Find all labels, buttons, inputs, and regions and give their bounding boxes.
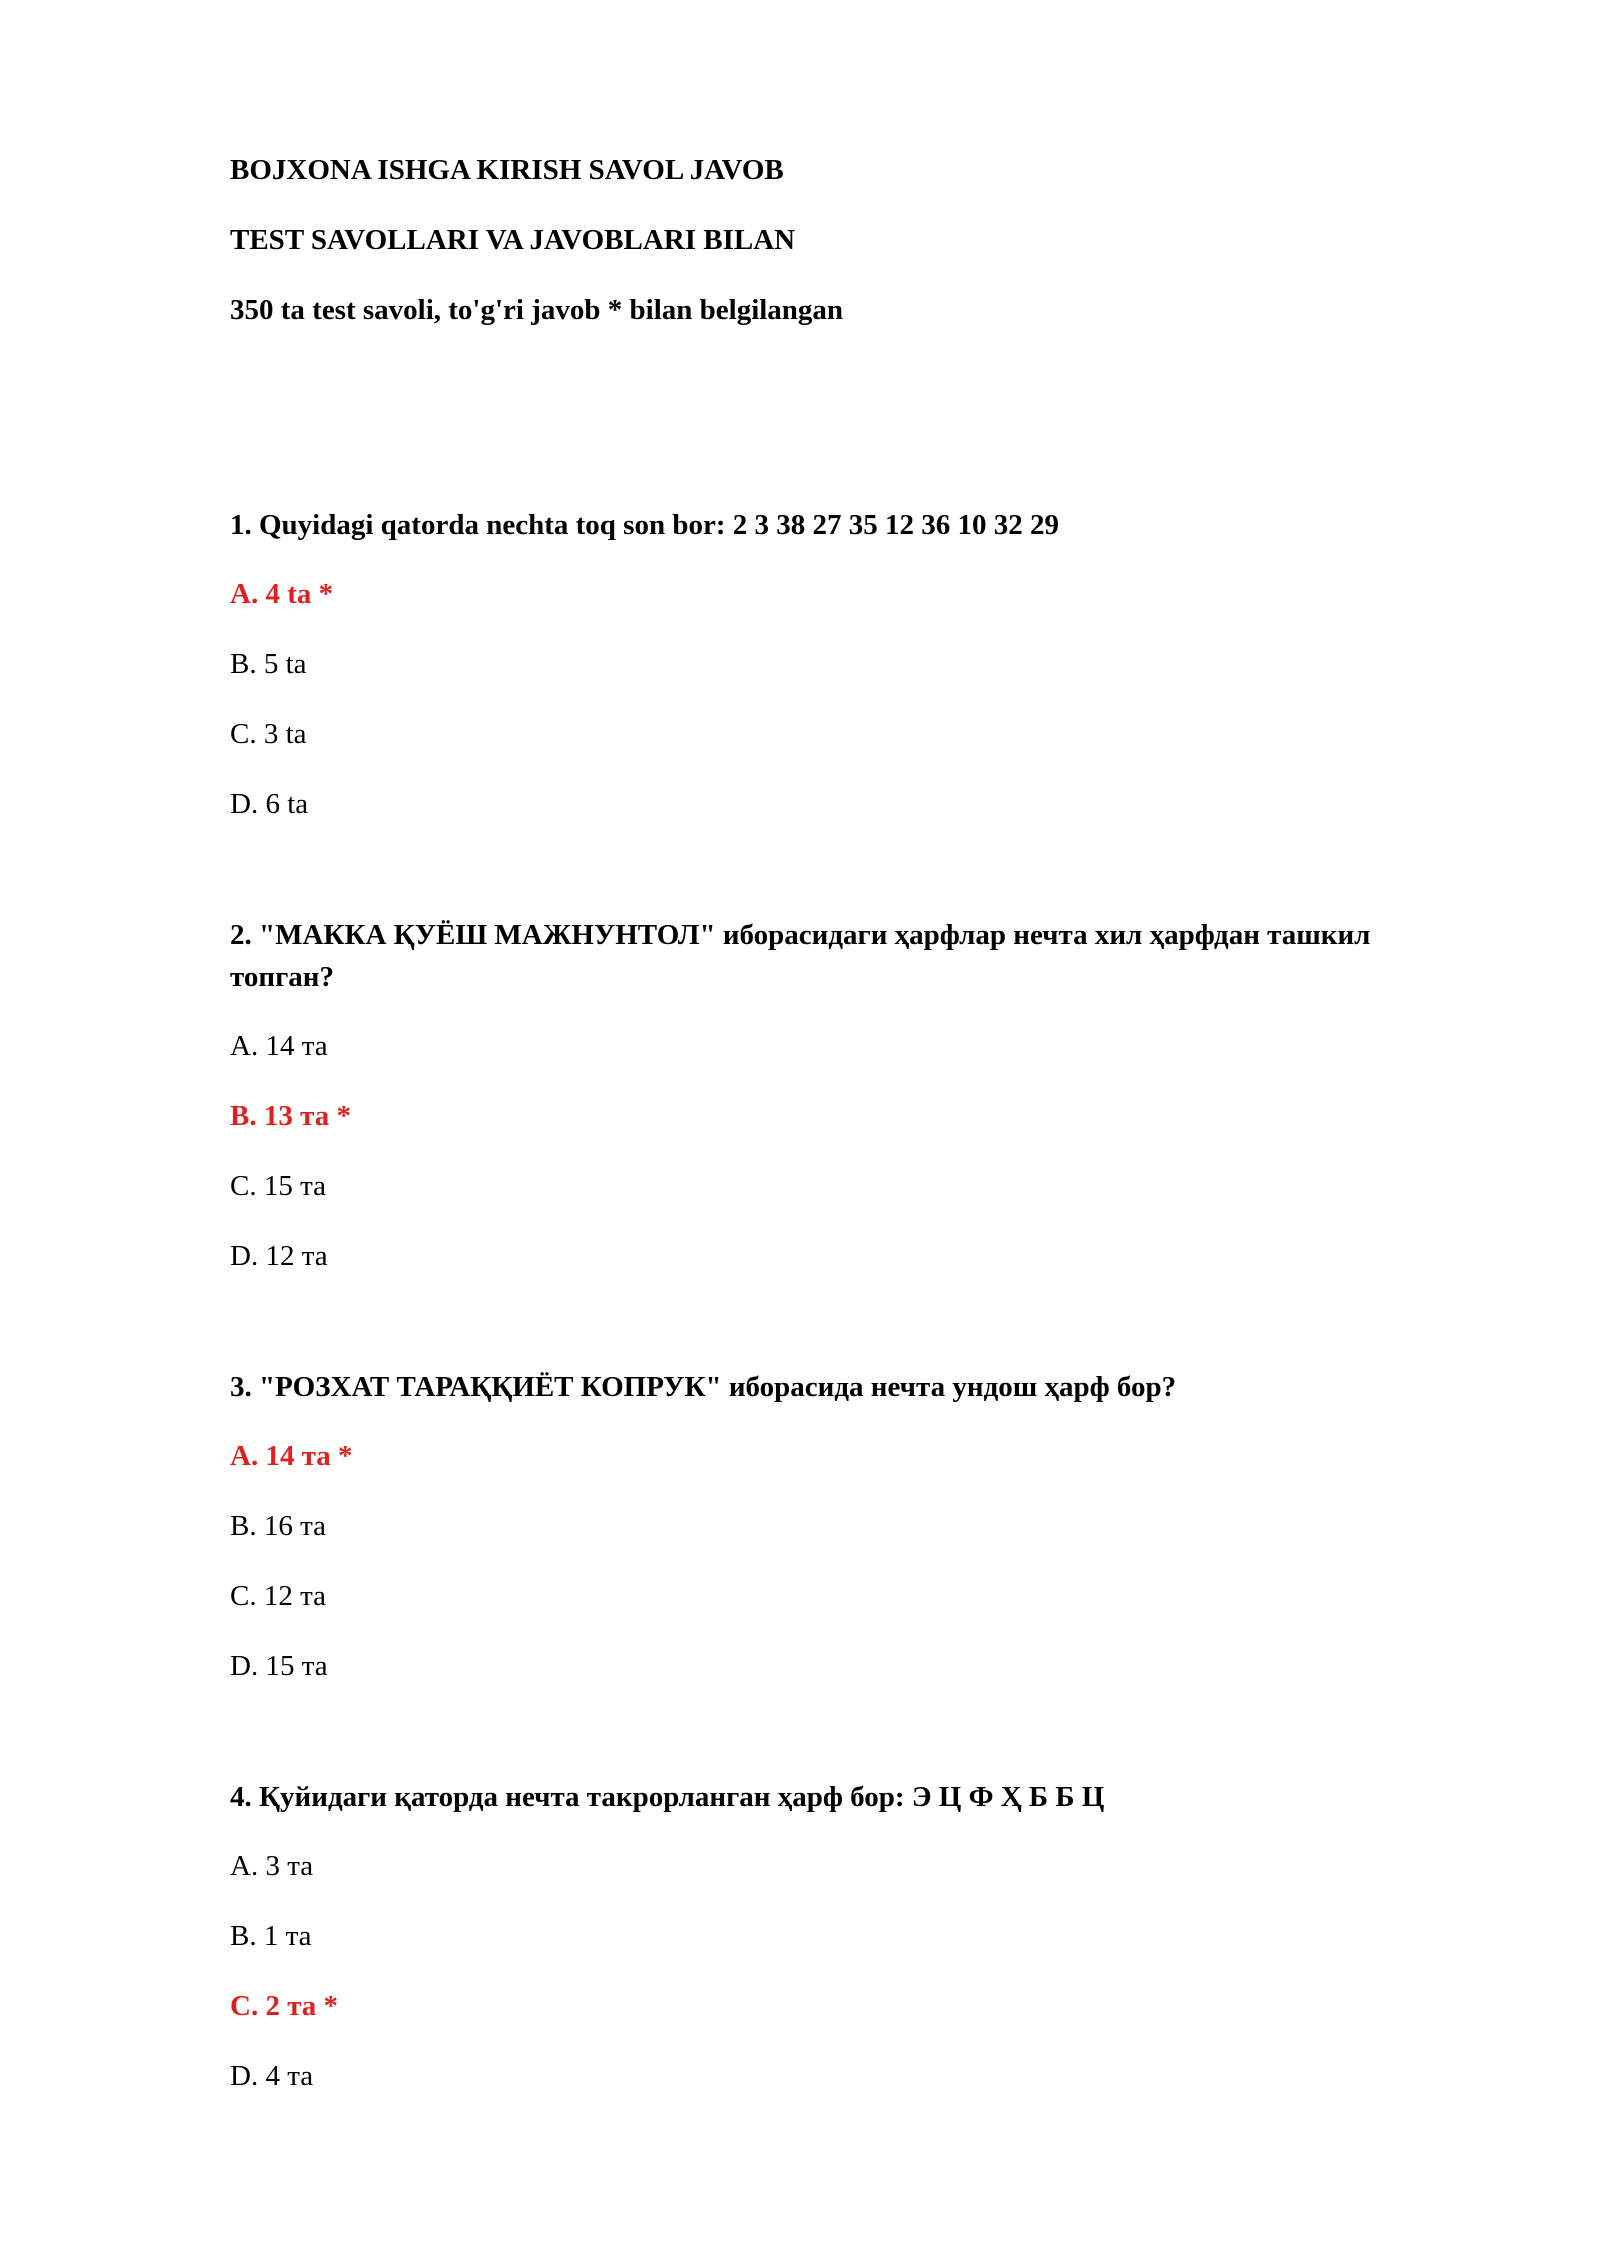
answer-option-d: D. 15 та xyxy=(230,1650,328,1682)
answer-option-a: A. 14 та xyxy=(230,1030,328,1062)
spacer xyxy=(230,854,1390,914)
answer-option-c: C. 15 та xyxy=(230,1170,326,1202)
question-3 xyxy=(230,1366,1390,1686)
question-text: 4. Қуйидаги қаторда нечта такрорланган ҳарф бор: Э Ц Ф Ҳ Б Б Ц xyxy=(230,1781,1105,1813)
answer-option-a: A. 4 ta * xyxy=(230,578,334,610)
answer-option-b: B. 13 та * xyxy=(230,1100,351,1132)
question-text: 1. Quyidagi qatorda nechta toq son bor: 2 3 38 27 35 12 36 10 32 29 xyxy=(230,509,1059,541)
question-text: 2. "МАККА ҚУЁШ МАЖНУНТОЛ" иборасидаги ҳарфлар нечта хил ҳарфдан ташкил топган? xyxy=(230,919,1371,993)
answer-option-a: A. 3 та xyxy=(230,1850,314,1882)
answer-option-b: B. 5 ta xyxy=(230,648,307,680)
question-4 xyxy=(230,1776,1390,2096)
document-description: 350 ta test savoli, to'g'ri javob * bilan belgilangan xyxy=(230,294,844,326)
answer-option-c: C. 12 та xyxy=(230,1580,326,1612)
spacer xyxy=(230,1306,1390,1366)
answer-option-d: D. 4 та xyxy=(230,2060,314,2092)
spacer xyxy=(230,360,1390,504)
answer-option-d: D. 6 ta xyxy=(230,788,309,820)
question-2 xyxy=(230,914,1390,1276)
answer-option-c: C. 2 та * xyxy=(230,1990,339,2022)
answer-option-b: B. 16 та xyxy=(230,1510,326,1542)
answer-option-a: A. 14 та * xyxy=(230,1440,353,1472)
answer-option-d: D. 12 та xyxy=(230,1240,328,1272)
document-subtitle: TEST SAVOLLARI VA JAVOBLARI BILAN xyxy=(230,224,796,256)
answer-option-b: B. 1 та xyxy=(230,1920,312,1952)
question-1 xyxy=(230,504,1390,824)
document-title: BOJXONA ISHGA KIRISH SAVOL JAVOB xyxy=(230,154,784,186)
answer-option-c: C. 3 ta xyxy=(230,718,307,750)
spacer xyxy=(230,1716,1390,1776)
question-text: 3. "РОЗХАТ ТАРАҚҚИЁТ КОПРУК" иборасида нечта ундош ҳарф бор? xyxy=(230,1371,1177,1403)
document-content xyxy=(230,150,1390,2126)
